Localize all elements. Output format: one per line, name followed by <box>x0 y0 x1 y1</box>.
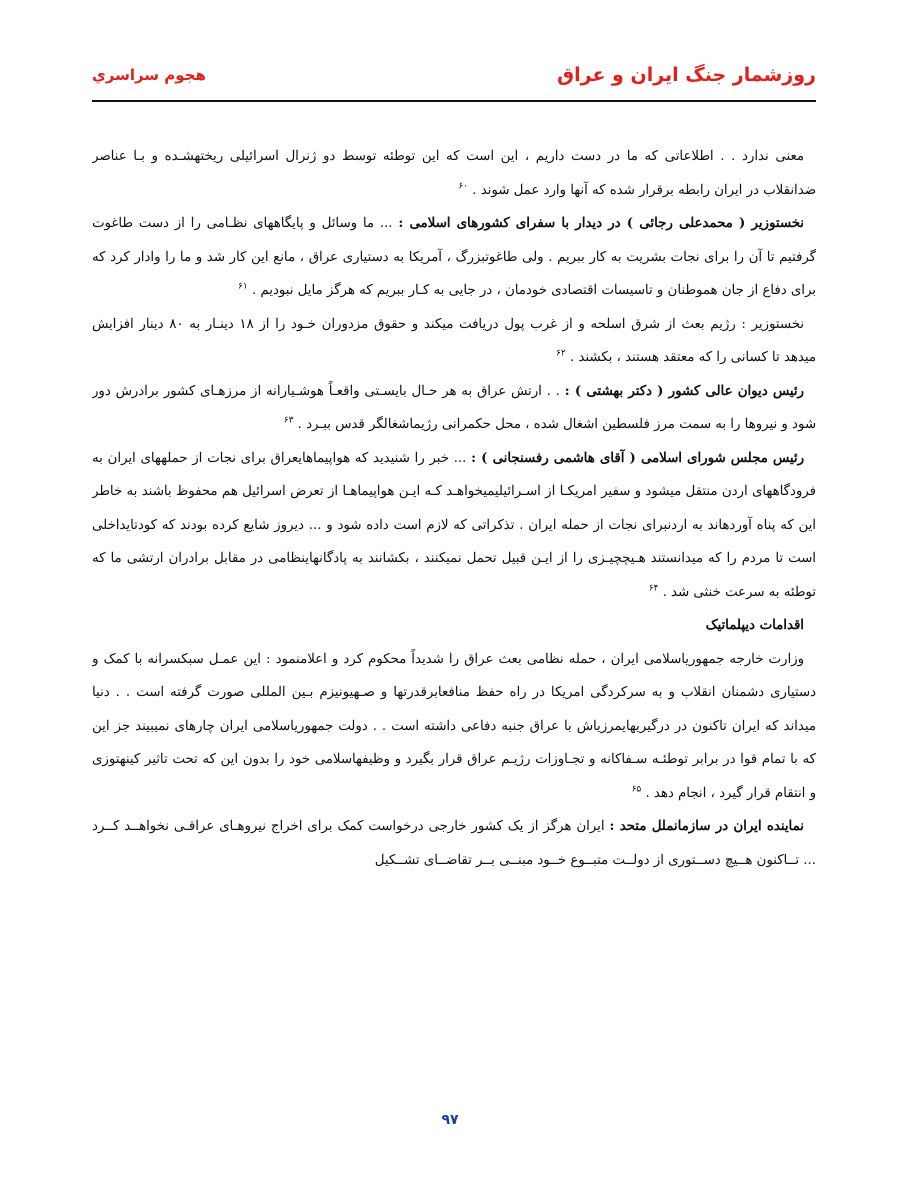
footnote-ref: ۶۱ <box>238 281 248 292</box>
paragraph-text: . . ارتش عراق به هر حـال بایسـتی واقعـاً هوشـیارانه از مرزهـای کشور برادرش دور شود و نیروها را به سمت مرز فلسطین اشغال شده ، محل حکمرانی رژیماشغالگر قدس ببـرد . <box>92 383 816 432</box>
paragraph-text: ایران هرگز از یک کشور خارجی درخواست کمک برای اخراج نیروهـای عراقـی نخواهــد کــرد ... تــاکنون هــیچ دســتوری از دولــت متبــوع خــود مبنــی بــر تقاضــای تشــکیل <box>92 819 816 868</box>
paragraph-3 <box>92 308 816 375</box>
paragraph-2 <box>92 207 816 308</box>
footnote-ref: ۶۵ <box>631 784 642 795</box>
section-title: هجوم سراسري <box>92 66 206 84</box>
header-divider <box>92 100 816 102</box>
paragraph-5 <box>92 442 816 610</box>
speaker-label: نخستوزیر ( محمدعلی رجائی ) در دیدار با سفرای کشورهای اسلامی : <box>398 216 804 231</box>
book-title: روزشمار جنگ ايران و عراق <box>557 64 816 86</box>
speaker-label: رئیس مجلس شورای اسلامی ( آقای هاشمی رفسنجانی ) : <box>471 450 804 466</box>
paragraph-text: نخستوزیر : رژیم بعث از شرق اسلحه و از غرب پول دریافت میکند و حقوق مزدوران خـود را از ۱۸ دینـار به ۸۰ دینار افزایش میدهد تا کسانی را که معتقد هستند ، بکشند . <box>92 316 816 365</box>
body-text <box>92 140 816 1080</box>
footnote-ref: ۶۳ <box>283 415 294 426</box>
paragraph-1 <box>92 140 816 207</box>
paragraph-4 <box>92 375 816 442</box>
paragraph-text: وزارت خارجه جمهوریاسلامی ایران ، حمله نظامی بعث عراق را شدیداً محکوم کرد و اعلامنمود : این عمـل سبکسرانه با کمک و دستیاری دشمنان انقلاب و به سرکردگی امریکا در راه حفظ منافعابرقدرتها و صـهیونیزم بـین المللی صورت گرفته است . . دنیا میداند که ایران تاکنون در درگیریهایمرزیاش با عراق جنبه دفاعی داشته است . . دولت جمهوریاسلامی ایران چارهای نمیبیند جز این که با تمام قوا در برابر توطئـه سـفاکانه و تجـاوزات رژیـم عراق قرار بگیرد و وظیفهاسلامی خود را بدون این که تحت تاثیر کینهتوزی و انتقام قرار گیرد ، انجام دهد . <box>92 651 816 801</box>
section-heading: اقدامات ديپلماتيک <box>705 618 804 633</box>
paragraph-text: ... خبر را شنیدید که هواپیماهایعراق برای نجات از حملههای ایران به فرودگاههای اردن منتقل میشود و سفیر امریکـا از اسـرائیلیمیخواهـد کـه ایـن هواپیماهـا از تعرض اسرائیل هم محفوظ باشند به خاطر این که پناه آوردهاند به اردنبرای نجات از حمله ایران . تذکراتی که لازم است داده شود و ... دیروز شایع کرده بودند که کودتایداخلی است تا مردم را که میدانستند هـیچچیـزی را از ایـن قبیل تحمل نمیکنند ، بکشانند به پادگانهاینظامی در مقابل برادران ارتشی ما که توطئه به سرعت خنثی شد . <box>92 450 816 600</box>
footnote-ref: ۶۴ <box>648 583 659 594</box>
footnote-ref: ۶۲ <box>556 348 566 359</box>
footnote-ref: ۶۰ <box>458 181 468 192</box>
paragraph-7 <box>92 810 816 877</box>
paragraph-text: ... ما وسائل و پایگاههای نظـامی را از دست طاغوت گرفتیم تا آن را برای نجات بشریت به کار ببریم . ولی طاغوتبزرگ ، آمریکا به دستیاری عراق ، مانع این کار شد و ما را وادار کرد که برای دفاع از جان هموطنان و تاسیسات اقتصادی خودمان ، در جایی به کـار ببریم که هرگز مایل نبودیم . <box>92 216 816 298</box>
page-header <box>92 52 816 98</box>
page-number: ۹۷ <box>441 1112 459 1128</box>
paragraph-6 <box>92 643 816 811</box>
paragraph-text: معنی ندارد . . اطلاعاتی که ما در دست داریم ، این است که این توطئه توسط دو ژنرال اسرائیلی ریختهشـده و بـا عناصر ضدانقلاب در ایران رابطه برقرار شده که آنها وارد عمل شوند . <box>92 149 816 198</box>
speaker-label: رئیس دیوان عالی کشور ( دکتر بهشتی ) : <box>564 383 804 399</box>
speaker-label: نماینده ایران در سازمانملل متحد : <box>609 819 804 834</box>
